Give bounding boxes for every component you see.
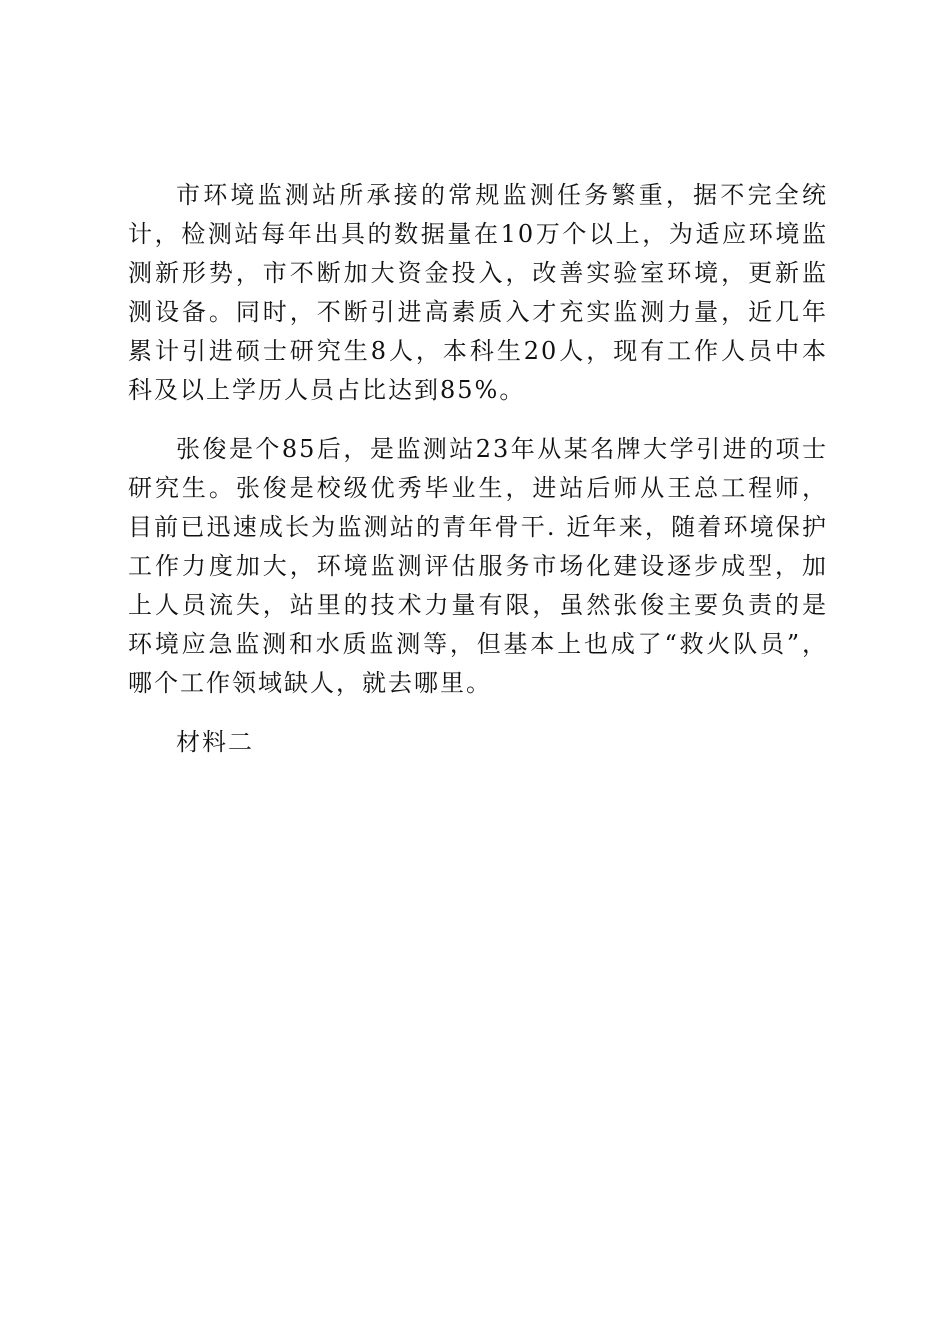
paragraph-zhang-jun: 张俊是个85后，是监测站23年从某名牌大学引进的项士研究生。张俊是校级优秀毕业生，进站后师从王总工程师，目前已迅速成长为监测站的青年骨干. 近年来，随着环境保护工作力度加大，环境监测评估服务市场化建设逐步成型，加上人员流失，站里的技术力量有限，虽然张俊主要负责的是环境应急监测和水质监测等，但基本上也成了“救火队员”，哪个工作领域缺人，就去哪里。: [128, 435, 828, 697]
section-label: 材料二: [176, 728, 254, 756]
paragraph-monitoring-station: 市环境监测站所承接的常规监测任务繁重，据不完全统计，检测站每年出具的数据量在10万个以上，为适应环境监测新形势，市不断加大资金投入，改善实验室环境，更新监测设备。同时，不断引进高素质入才充实监测力量，近几年累计引进硕士研究生8人，本科生20人，现有工作人员中本科及以上学历人员占比达到85%。: [128, 181, 828, 404]
document-body: [128, 176, 828, 782]
